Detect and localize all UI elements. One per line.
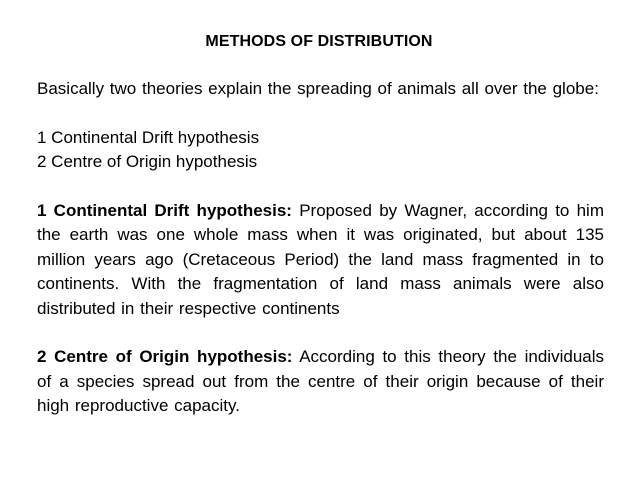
centre-of-origin-text: According to this theory the individuals of a species spread out from the centre of their origin because of their high reproductive capacity. [37,347,605,416]
spacer [37,175,604,199]
slide-body [37,77,604,419]
spacer [37,321,604,345]
continental-drift-paragraph [37,199,604,321]
spacer [37,101,604,125]
list-item: 2 Centre of Origin hypothesis [37,152,258,172]
centre-of-origin-paragraph [37,345,604,418]
centre-of-origin-heading: 2 Centre of Origin hypothesis: [37,347,293,367]
slide-title: METHODS OF DISTRIBUTION [205,33,433,50]
continental-drift-heading: 1 Continental Drift hypothesis: [37,201,292,220]
list-item: 1 Continental Drift hypothesis [37,127,260,147]
intro-paragraph: Basically two theories explain the spreading of animals all over the globe: [37,79,599,98]
hypothesis-list [37,126,604,175]
continental-drift-text: Proposed by Wagner, according to him the earth was one whole mass when it was originated, but about 135 million years ago (Cretaceous Period) the land mass fragmented in to continents. With the fragmentation of land mass animals were also distributed in their respective continents [37,201,604,318]
